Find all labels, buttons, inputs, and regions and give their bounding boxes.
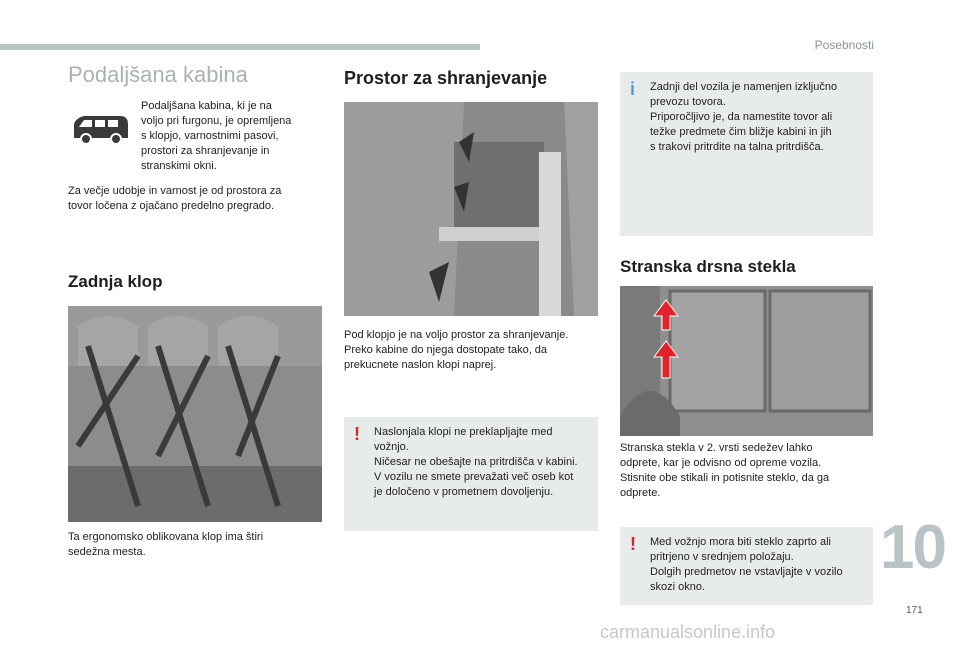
watermark: carmanualsonline.info bbox=[600, 622, 776, 642]
warning-storage: ! Naslonjala klopi ne preklapljajte med vožnjo. Ničesar ne obešajte na pritrdišča v kabini. V vozilu ne smete prevažati več oseb kot je določeno v prometnem dovoljenju. bbox=[344, 417, 598, 531]
header-bar bbox=[0, 44, 480, 50]
warning-icon: ! bbox=[630, 534, 636, 554]
page-title: Podaljšana kabina bbox=[68, 62, 248, 87]
rear-bench-photo bbox=[68, 306, 322, 522]
warning-windows: ! Med vožnjo mora biti steklo zaprto ali pritrjeno v srednjem položaju. Dolgih predmetov ne vstavljajte v vozilo skozi okno. bbox=[620, 527, 873, 605]
van-icon bbox=[70, 110, 132, 146]
storage-photo bbox=[344, 102, 598, 316]
subtitle-rear-bench: Zadnja klop bbox=[68, 272, 163, 291]
body-text-windows: Stranska stekla v 2. vrsti sedežev lahko odprete, kar je odvisno od opreme vozila. Stisnite obe stikali in potisnite steklo, da ga odprete. bbox=[620, 442, 830, 499]
title-sliding-windows: Stranska drsna stekla bbox=[620, 257, 796, 276]
title-storage: Prostor za shranjevanje bbox=[344, 68, 548, 88]
info-icon: i bbox=[630, 79, 636, 99]
info-cargo: i Zadnji del vozila je namenjen izključno prevozu tovora. Priporočljivo je, da namestite tovor ali težke predmete čim bližje kabini in jih s trakovi pritrdite na talna pritrdišča. bbox=[620, 72, 873, 236]
intro-text: Podaljšana kabina, ki je na voljo pri furgonu, je opremljena s klopjo, varnostnimi pasovi, prostori za shranjevanje in stranskimi okni. bbox=[141, 100, 292, 172]
page-number: 171 bbox=[906, 605, 923, 616]
section-label: Posebnosti bbox=[814, 38, 874, 52]
sliding-windows-photo bbox=[620, 286, 873, 436]
chapter-number: 10 bbox=[880, 513, 945, 582]
body-text-storage: Pod klopjo je na voljo prostor za shranjevanje. Preko kabine do njega dostopate tako, da prekucnete naslon klopi naprej. bbox=[344, 329, 569, 371]
caption-rear-bench: Ta ergonomsko oblikovana klop ima štiri sedežna mesta. bbox=[68, 531, 264, 558]
warning-icon: ! bbox=[354, 424, 360, 444]
body-text-cabin: Za večje udobje in varnost je od prostora za tovor ločena z ojačano predelno pregrado. bbox=[68, 185, 282, 212]
